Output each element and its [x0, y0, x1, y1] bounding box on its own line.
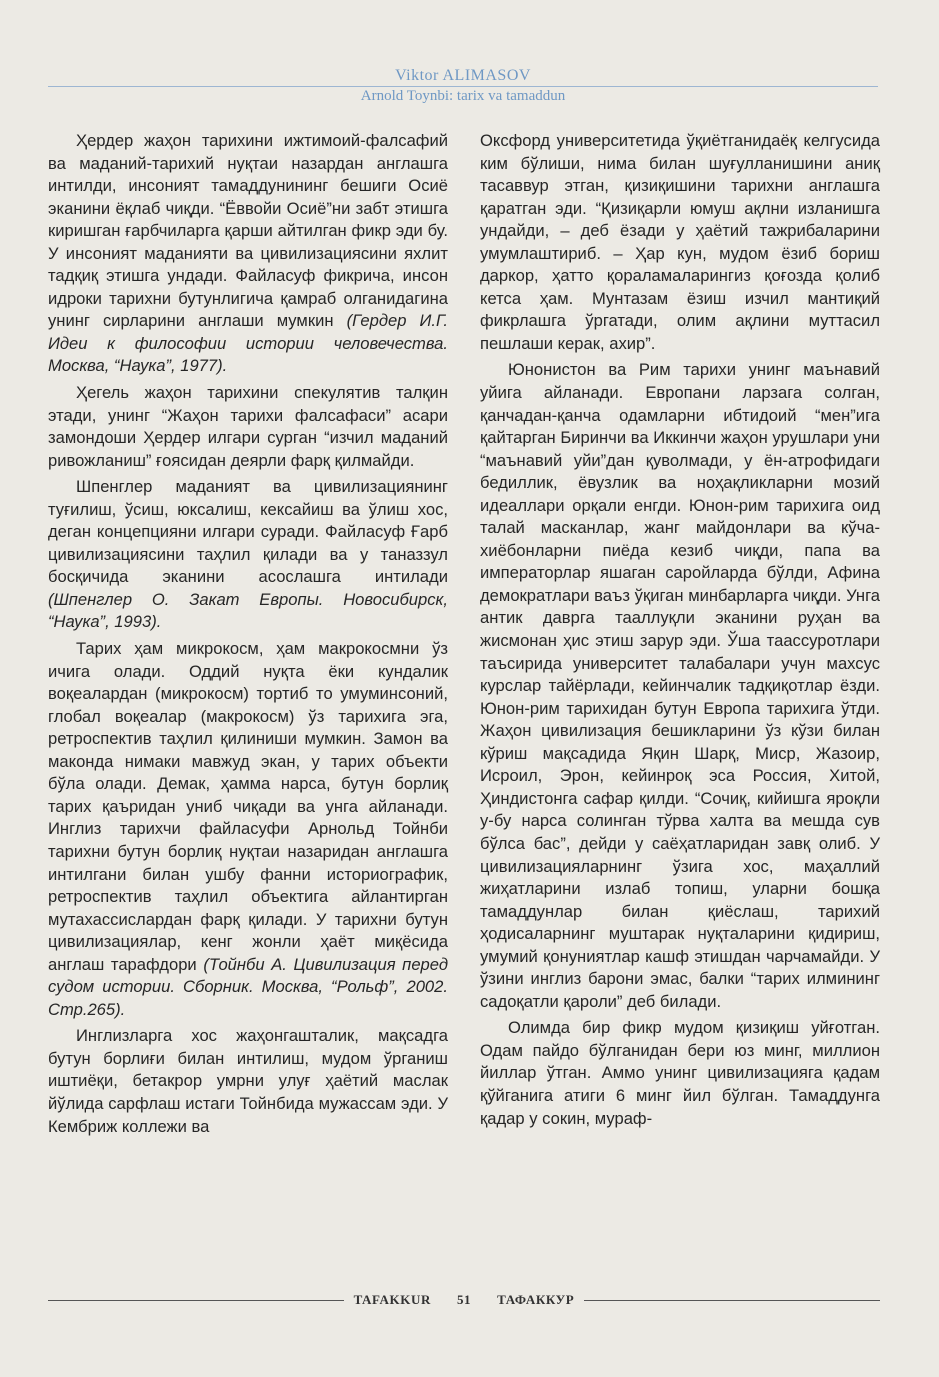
citation: (Шпенглер О. Закат Европы. Новосибирск, “Наука”, 1993).: [48, 589, 448, 632]
paragraph: Ҳегель жаҳон тарихини спекулятив талқин этади, унинг “Жаҳон тарихи фалсафаси” асари замондоши Ҳердер илгари сурган “изчил маданий ривожланиш” ғоясидан деярли фарқ қилмайди.: [48, 383, 448, 470]
citation: (Тойнби А. Цивилизация перед судом истории. Сборник. Москва, “Рольф”, 2002. Стр.265).: [48, 954, 448, 1019]
paragraph: Олимда бир фикр мудом қизиқиш уйғотган. Одам пайдо бўлганидан бери юз минг, миллион йиллар ўтган. Аммо унинг цивилизацияга қадам қўйганига атиги 6 минг йил бўлган. Тамаддунга қадар у сокин, мураф-: [480, 1018, 880, 1128]
header-subtitle: Arnold Toynbi: tarix va tamaddun: [360, 88, 566, 104]
paragraph-text: Шпенглер маданият ва цивилизациянинг туғилиш, ўсиш, юксалиш, кексайиш ва ўлиш хос, деган концепцияни илгари суради. Файласуф Ғарб цивилизациясини таҳлил қилади ва у таназзул босқичида эканини асослашга интилади: [48, 477, 448, 587]
paragraph: [48, 130, 448, 378]
page-footer: [48, 1292, 880, 1308]
paragraph-text: Тарих ҳам микрокосм, ҳам макрокосмни ўз ичига олади. Оддий нуқта ёки кундалик воқеалардан (микрокосм) тортиб то умуминсоний, глобал воқеалар (макрокосм) ўз тарихига эга, ретроспектив таҳлил қилиниши мумкин. Замон ва маконда нимаки мавжуд экан, у тарих объекти бўла олади. Демак, ҳамма нарса, бутун борлиқ тарих қаъридан униб чиқади ва унга айланади. Инглиз тарихчи файласуфи Арнольд Тойнби тарихни бутун борлиқ нуқтаи назаридан англашга интилгани билан ушбу фанни историографик, ретроспектив таҳлил объектига айлантирган мутахассислардан фарқ қилади. У тарихни бутун цивилизациялар, кенг жонли ҳаёт миқёсида англаш тарафдори: [48, 639, 448, 974]
right-column: [480, 130, 880, 1138]
footer-label-cyrillic: ТАФАККУР: [497, 1292, 575, 1307]
header-author: Viktor ALIMASOV: [395, 67, 531, 84]
paragraph-text: Ҳердер жаҳон тарихини ижтимоий-фалсафий ва маданий-тарихий нуқтаи назардан англашга интилди, инсоният тамаддунининг бешиги Осиё эканини ёқлаб чиқди. “Ёввойи Осиё”ни забт этишга киришган ғарбчиларга қарши айтилган фикр эди бу. У инсоният маданияти ва цивилизациясини яхлит тадқиқ этишга ундади. Файласуф фикрича, инсон идроки тарихни бутунлигича қамраб олганидагина унинг сирларини англаши мумкин: [48, 131, 448, 331]
article-body: [48, 130, 880, 1138]
paragraph: [48, 476, 448, 634]
paragraph: [48, 638, 448, 1021]
footer-label-latin: TAFAKKUR: [353, 1292, 431, 1307]
citation: (Гердер И.Г. Идеи к философии истории человечества. Москва, “Наука”, 1977).: [48, 311, 448, 376]
left-column: [48, 130, 448, 1138]
footer-rule-right: [584, 1300, 880, 1301]
paragraph: Инглизларга хос жаҳонгашталик, мақсадга бутун борлиғи билан интилиш, мудом ўрганиш иштиёқи, бетакрор умрни улуғ ҳаётий маслак йўлида сарфлаш истаги Тойнбида мужассам эди. У Кембриж коллежи ва: [48, 1026, 448, 1136]
page-number: 51: [456, 1292, 472, 1307]
paragraph-continued: Оксфорд университетида ўқиётганидаёқ келгусида ким бўлиши, нима билан шуғулланишини аниқ тасаввур этган, қизиқишини тарихни англашга қаратган эди. “Қизиқарли юмуш ақлни изланишга ундайди, – деб ёзади у ҳаётий тажрибаларини умумлаштириб. – Ҳар кун, мудом ёзиб бориш даркор, ҳатто қораламаларингиз қоғозда қолиб кетса ҳам. Мунтазам ёзиш изчил мантиқий фикрлашга ўргатади, олим ақлини муттасил пешлаши керак, ахир”.: [480, 131, 880, 353]
paragraph: Юнонистон ва Рим тарихи унинг маънавий уйига айланади. Европани ларзага солган, қанчадан-қанча одамларни ибтидоий “мен”ига қайтарган Биринчи ва Иккинчи жаҳон урушлари уни “маънавий уйи”дан қуволмади, у ён-атрофидаги бедиллик, ёвузлик ва ноҳақликларни мозий идеаллари орқали енгди. Юнон-рим тарихига оид талай масканлар, жанг майдонлари ва кўча-хиёбонларни пиёда кезиб чиқди, папа ва императорлар яшаган саройларда бўлди, Афина демократлари ваъз ўқиган минбарларга чиқди. Унга антик даврга тааллуқли эканини руҳан ва жисмонан ҳис этиш зарур эди. Ўша таассуротлари таъсирида университет талабалари учун махсус курслар тайёрлади, кейинчалик тадқиқотлар ёзди. Юнон-рим тарихидан бутун Европа тарихига ўтди. Жаҳон цивилизация бешикларини ўз кўзи билан кўриш мақсадида Яқин Шарқ, Миср, Жазоир, Исроил, Эрон, кейинроқ эса Россия, Хитой, Ҳиндистонга сафар қилди. “Сочиқ, кийишга яроқли у-бу нарса солинган тўрва халта ва мешда сув бўлса бас”, дейди у саёҳатларидан завқ олиб. У цивилизацияларнинг ўзига хос, маҳаллий жиҳатларини излаб топиш, уларни бошқа тамаддунлар билан қиёслаш, тарихий ҳодисаларнинг муштарак нуқталарини қидириш, умумий қонуниятлар кашф этишдан чарчамайди. У ўзини инглиз барони эмас, балки “тарих илмининг садоқатли қароли” деб билади.: [480, 360, 880, 1011]
running-header: [48, 66, 878, 105]
footer-rule-left: [48, 1300, 344, 1301]
